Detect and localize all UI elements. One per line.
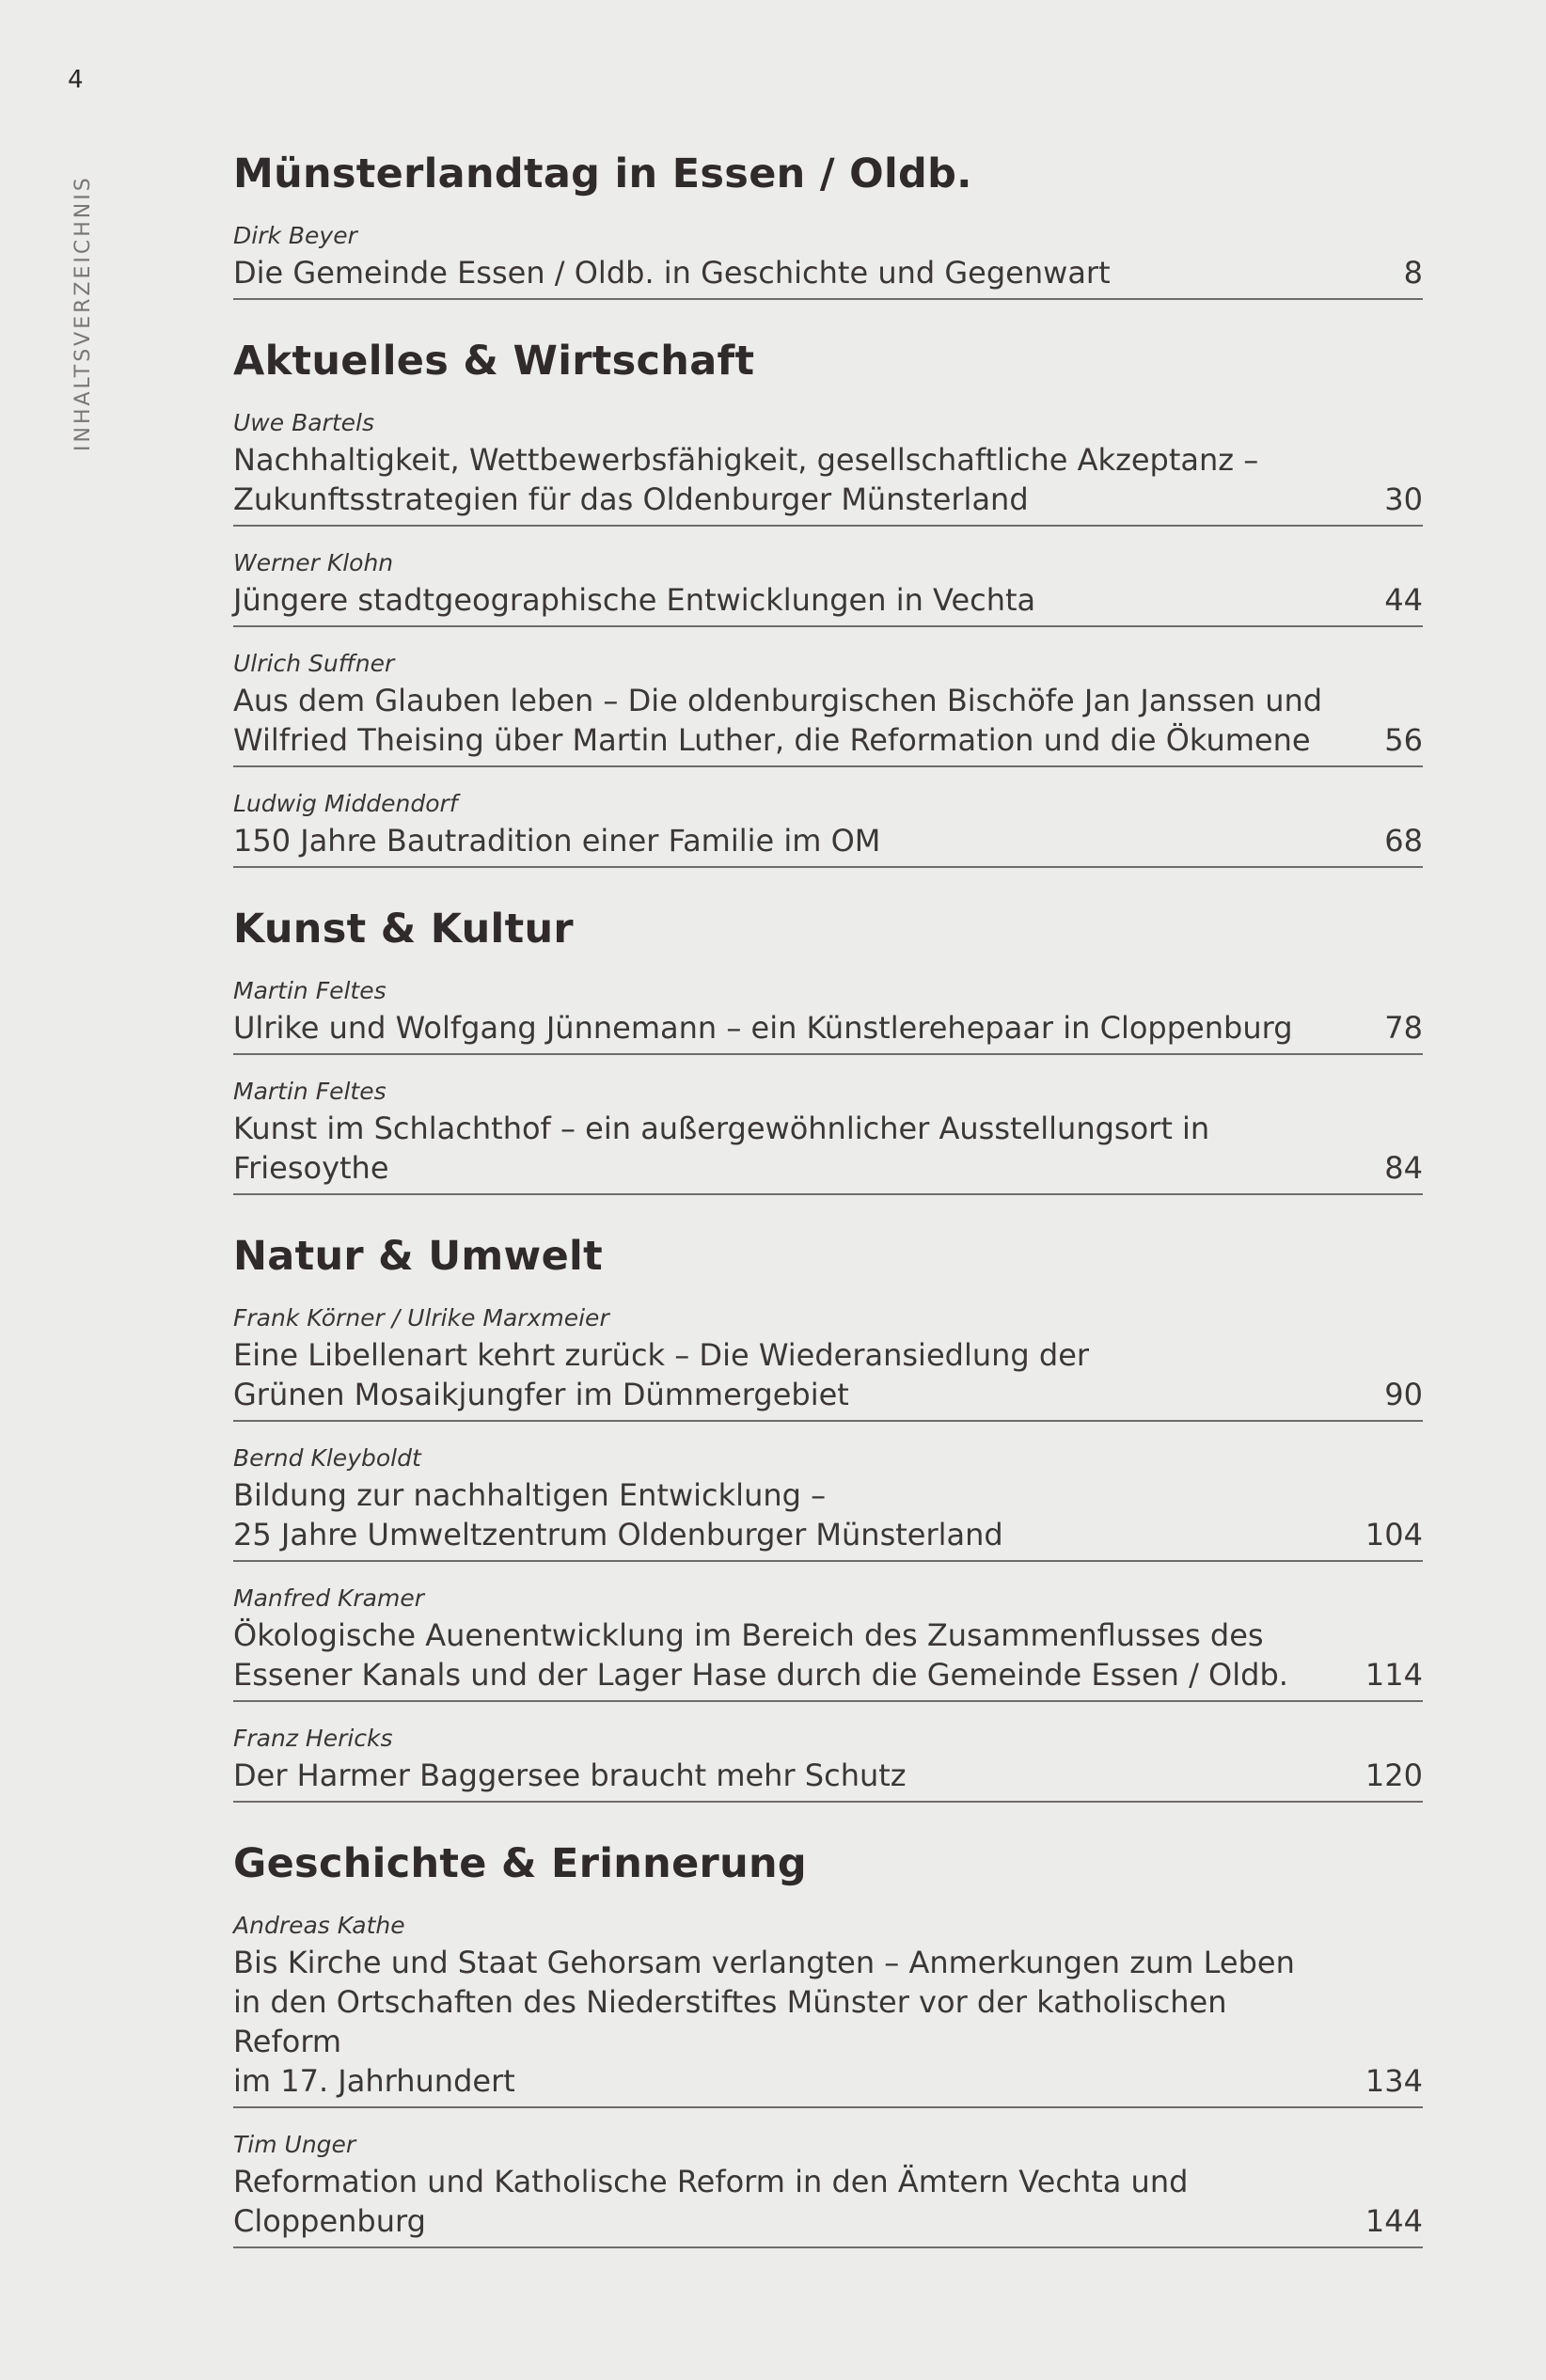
entry-title-line: Ökologische Auenentwicklung im Bereich des Zusammenflusses des [233,1617,1264,1653]
table-of-contents [233,150,1423,2286]
toc-entry [233,2131,1423,2248]
entry-author: Ludwig Middendorf [233,790,458,817]
entry-title-line: Der Harmer Baggersee braucht mehr Schutz [233,1757,907,1793]
entry-row [233,253,1423,292]
entry-author: Dirk Beyer [233,222,357,249]
entry-title-line: Nachhaltigkeit, Wettbewerbsfähigkeit, gesellschaftliche Akzeptanz – [233,442,1259,478]
entry-title [233,1756,1365,1795]
page-number: 4 [68,66,84,94]
entry-title [233,253,1366,292]
entry-row [233,1008,1423,1048]
entry-page-number: 104 [1365,1517,1423,1553]
entry-row [233,821,1423,860]
entry-page-number: 90 [1384,1377,1423,1412]
entry-page-number: 68 [1384,823,1423,859]
entry-page-number: 8 [1403,255,1423,291]
section-title: Natur & Umwelt [233,1233,603,1280]
entry-author: Werner Klohn [233,549,394,576]
toc-section [233,338,1423,868]
toc-section [233,150,1423,300]
toc-entry [233,977,1423,1055]
entry-title-line: Wilfried Theising über Martin Luther, die Reformation und die Ökumene [233,722,1311,758]
entry-row [233,2162,1423,2241]
entry-author: Martin Feltes [233,977,386,1004]
entry-title [233,440,1366,519]
entry-title-line: 150 Jahre Bautradition einer Familie im OM [233,823,881,859]
toc-entry [233,409,1423,527]
entry-title-line: Eine Libellenart kehrt zurück – Die Wiederansiedlung der [233,1337,1090,1373]
toc-entry [233,1444,1423,1562]
entry-title [233,1335,1366,1414]
toc-entry [233,1725,1423,1803]
entry-title-line: Ulrike und Wolfgang Jünnemann – ein Künstlerehepaar in Cloppenburg [233,1010,1293,1046]
entry-title-line: in den Ortschaften des Niederstiftes Münster vor der katholischen Reform [233,1984,1227,2059]
entry-page-number: 134 [1365,2063,1423,2099]
toc-entry [233,1584,1423,1702]
entry-page-number: 114 [1365,1657,1423,1693]
entry-row [233,580,1423,620]
entry-author: Franz Hericks [233,1725,393,1752]
entry-page-number: 144 [1365,2203,1423,2239]
toc-entry [233,1912,1423,2108]
entry-author: Andreas Kathe [233,1912,405,1939]
entry-title [233,1475,1365,1554]
entry-row [233,681,1423,760]
entry-author: Manfred Kramer [233,1584,425,1612]
entry-title-line: Aus dem Glauben leben – Die oldenburgischen Bischöfe Jan Janssen und [233,683,1323,718]
entry-page-number: 56 [1384,722,1423,758]
entry-title [233,1943,1365,2101]
entry-author: Bernd Kleyboldt [233,1444,421,1472]
toc-entry [233,1304,1423,1422]
entry-title-line: Jüngere stadtgeographische Entwicklungen in Vechta [233,582,1036,618]
section-title: Kunst & Kultur [233,906,574,953]
entry-page-number: 84 [1384,1150,1423,1186]
entry-title [233,821,1366,860]
entry-title [233,1616,1365,1694]
entry-title [233,1008,1366,1048]
entry-title [233,580,1366,620]
entry-title-line: Kunst im Schlachthof – ein außergewöhnlicher Ausstellungsort in Friesoythe [233,1111,1210,1186]
section-title: Geschichte & Erinnerung [233,1840,807,1887]
toc-entry [233,1078,1423,1195]
toc-section [233,1233,1423,1803]
entry-title-line: Die Gemeinde Essen / Oldb. in Geschichte und Gegenwart [233,255,1111,291]
entry-page-number: 44 [1384,582,1423,618]
entry-row [233,440,1423,519]
section-title: Münsterlandtag in Essen / Oldb. [233,150,972,197]
toc-entry [233,650,1423,767]
entry-author: Ulrich Suffner [233,650,395,677]
entry-row [233,1475,1423,1554]
entry-page-number: 30 [1384,481,1423,517]
entry-title [233,1109,1366,1188]
entry-title-line: Reformation und Katholische Reform in den Ämtern Vechta und Cloppenburg [233,2164,1189,2239]
entry-row [233,1109,1423,1188]
entry-author: Tim Unger [233,2131,356,2158]
entry-author: Frank Körner / Ulrike Marxmeier [233,1304,609,1332]
entry-title-line: Essener Kanals und der Lager Hase durch die Gemeinde Essen / Oldb. [233,1657,1288,1693]
entry-row [233,1616,1423,1694]
entry-page-number: 78 [1384,1010,1423,1046]
toc-entry [233,549,1423,627]
entry-title-line: Zukunftsstrategien für das Oldenburger Münsterland [233,481,1029,517]
toc-section [233,1840,1423,2248]
entry-page-number: 120 [1365,1757,1423,1793]
toc-section [233,906,1423,1195]
entry-title-line: Grünen Mosaikjungfer im Dümmergebiet [233,1377,849,1412]
entry-row [233,1756,1423,1795]
toc-entry [233,222,1423,300]
side-label: INHALTSVERZEICHNIS [71,175,95,451]
entry-author: Martin Feltes [233,1078,386,1105]
section-title: Aktuelles & Wirtschaft [233,338,755,385]
entry-title-line: 25 Jahre Umweltzentrum Oldenburger Münsterland [233,1517,1003,1553]
entry-title [233,2162,1365,2241]
entry-row [233,1335,1423,1414]
entry-author: Uwe Bartels [233,409,374,436]
entry-row [233,1943,1423,2101]
entry-title-line: Bis Kirche und Staat Gehorsam verlangten – Anmerkungen zum Leben [233,1945,1295,1980]
toc-entry [233,790,1423,868]
entry-title-line: im 17. Jahrhundert [233,2063,515,2099]
entry-title [233,681,1366,760]
entry-title-line: Bildung zur nachhaltigen Entwicklung – [233,1477,827,1513]
